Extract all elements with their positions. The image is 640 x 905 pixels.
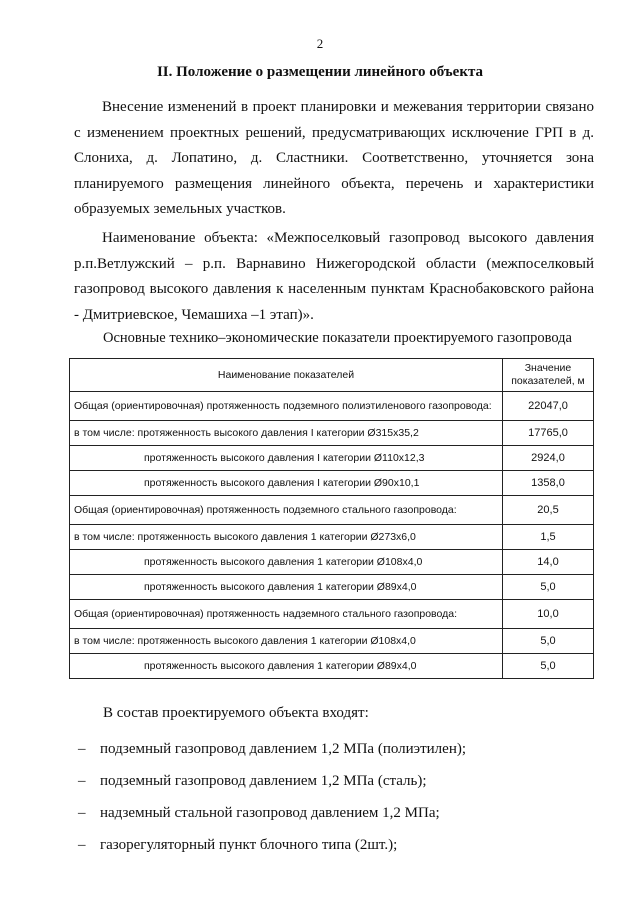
- list-item: [78, 797, 466, 829]
- list-intro: В состав проектируемого объекта входят:: [103, 705, 369, 721]
- row-value: 5,0: [503, 654, 594, 679]
- list-item-text: подземный газопровод давлением 1,2 МПа (полиэтилен);: [100, 741, 467, 757]
- row-value: 10,0: [503, 600, 594, 629]
- row-name: протяженность высокого давления 1 категории Ø89x4,0: [70, 575, 503, 600]
- list-item-text: надземный стальной газопровод давлением 1,2 МПа;: [100, 805, 440, 821]
- row-name: Общая (ориентировочная) протяженность подземного полиэтиленового газопровода:: [70, 392, 503, 421]
- row-name: протяженность высокого давления I категории Ø90x10,1: [70, 471, 503, 496]
- table-row: [70, 525, 594, 550]
- indicators-table: [69, 358, 594, 679]
- table-row: [70, 575, 594, 600]
- row-name: в том числе: протяженность высокого давления I категории Ø315x35,2: [70, 421, 503, 446]
- list-item-text: газорегуляторный пункт блочного типа (2шт.);: [100, 837, 398, 853]
- row-value: 17765,0: [503, 421, 594, 446]
- paragraph-changes: [74, 95, 594, 223]
- table-caption: Основные технико–экономические показатели проектируемого газопровода: [103, 330, 572, 346]
- row-name: Общая (ориентировочная) протяженность подземного стального газопровода:: [70, 496, 503, 525]
- list-dash: –: [78, 741, 86, 757]
- list-item-text: подземный газопровод давлением 1,2 МПа (сталь);: [100, 773, 427, 789]
- table-header-row: [70, 359, 594, 392]
- row-name: протяженность высокого давления 1 категории Ø108x4,0: [70, 550, 503, 575]
- section-heading: II. Положение о размещении линейного объекта: [156, 64, 484, 80]
- row-name: протяженность высокого давления 1 категории Ø89x4,0: [70, 654, 503, 679]
- paragraph-object-name: [74, 226, 594, 328]
- row-value: 14,0: [503, 550, 594, 575]
- row-value: 2924,0: [503, 446, 594, 471]
- table-row: [70, 446, 594, 471]
- table-row: [70, 654, 594, 679]
- list-item: [78, 829, 466, 861]
- row-value: 5,0: [503, 629, 594, 654]
- table-row: [70, 550, 594, 575]
- list-dash: –: [78, 805, 86, 821]
- paragraph-changes-text: Внесение изменений в проект планировки и межевания территории связано с изменением проектных решений, предусматривающих исключение ГРП в д. Слониха, д. Лопатино, д. Сластники. Соответственно, уточняется зона планируемого размещения линейного объекта, перечень и характеристики образуемых земельных участков.: [74, 99, 594, 217]
- header-indicator-value: Значение показателей, м: [503, 359, 594, 392]
- table-row: [70, 600, 594, 629]
- page-number: 2: [316, 36, 324, 51]
- row-name: протяженность высокого давления I категории Ø110x12,3: [70, 446, 503, 471]
- row-name: в том числе: протяженность высокого давления 1 категории Ø273x6,0: [70, 525, 503, 550]
- list-item: [78, 733, 466, 765]
- table-row: [70, 629, 594, 654]
- row-name: Общая (ориентировочная) протяженность надземного стального газопровода:: [70, 600, 503, 629]
- object-components-list: [78, 733, 466, 861]
- row-value: 1358,0: [503, 471, 594, 496]
- row-value: 1,5: [503, 525, 594, 550]
- table-row: [70, 421, 594, 446]
- table-row: [70, 496, 594, 525]
- list-item: [78, 765, 466, 797]
- row-value: 5,0: [503, 575, 594, 600]
- table-row: [70, 471, 594, 496]
- header-indicator-name: Наименование показателей: [70, 359, 503, 392]
- table-row: [70, 392, 594, 421]
- list-dash: –: [78, 773, 86, 789]
- row-value: 20,5: [503, 496, 594, 525]
- row-name: в том числе: протяженность высокого давления 1 категории Ø108x4,0: [70, 629, 503, 654]
- list-dash: –: [78, 837, 86, 853]
- paragraph-object-name-text: Наименование объекта: «Межпоселковый газопровод высокого давления р.п.Ветлужский – р.п. Варнавино Нижегородской области (межпоселковый газопровод высокого давления к населенным пунктам Краснобаковского района - Дмитриевское, Чемашиха –1 этап)».: [74, 230, 594, 323]
- row-value: 22047,0: [503, 392, 594, 421]
